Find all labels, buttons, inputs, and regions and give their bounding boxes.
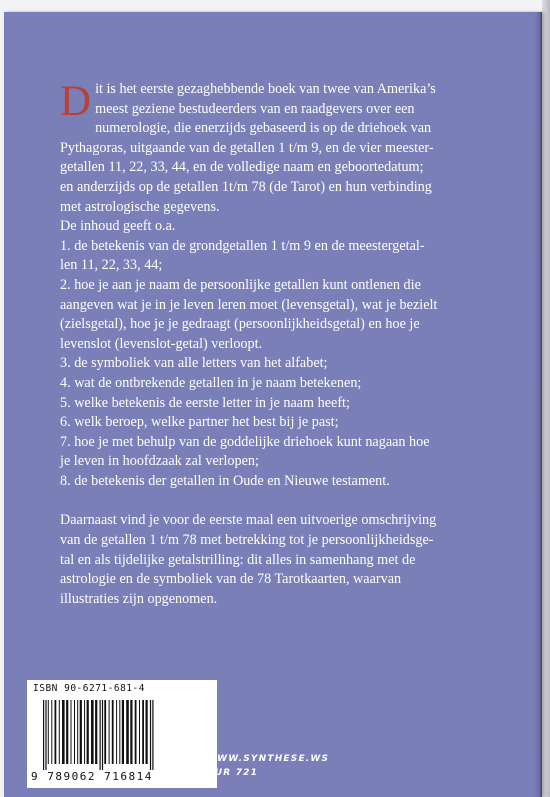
barcode-bar: [91, 700, 94, 764]
barcode-bar: [102, 700, 103, 770]
list-line: De inhoud geeft o.a.: [60, 218, 176, 235]
list-line: 4. wat de ontbrekende getallen in je naam betekenen;: [60, 374, 362, 391]
intro-line: met astrologische gegevens.: [60, 198, 220, 215]
book-back-cover: [4, 12, 542, 797]
barcode-bar: [43, 700, 44, 770]
intro-paragraph: [60, 80, 525, 217]
barcode-bar: [87, 700, 89, 764]
barcode-bar: [116, 700, 117, 764]
barcode-bar: [66, 700, 68, 764]
isbn-number: ISBN 90-6271-681-4: [33, 683, 145, 694]
barcode-bar: [71, 700, 72, 764]
website-text: WWW.SYNTHESE.WS: [206, 754, 330, 764]
intro-line: numerologie, die enerzijds gebaseerd is op de driehoek van: [95, 120, 432, 137]
closing-line: astrologie en de symboliek van de 78 Tarotkaarten, waarvan: [60, 571, 402, 588]
list-line: 2. hoe je aan je naam de persoonlijke getallen kunt ontlenen die: [60, 276, 421, 293]
spine-edge: [534, 12, 542, 797]
barcode-bar: [135, 700, 137, 764]
list-line: len 11, 22, 33, 44;: [60, 257, 163, 274]
barcode-bar: [45, 700, 46, 770]
barcode-bar: [109, 700, 110, 764]
page-edge-shadow: [542, 0, 550, 797]
contents-list: [60, 217, 525, 491]
nur-code: NUR 721: [206, 768, 259, 778]
barcode-bar: [112, 700, 114, 764]
barcode-bar: [62, 700, 65, 764]
list-line: 6. welk beroep, welke partner het best bij je past;: [60, 414, 339, 431]
barcode-bar: [122, 700, 124, 764]
barcode-bar: [55, 700, 57, 764]
list-line: 7. hoe je met behulp van de goddelijke driehoek kunt nagaan hoe: [60, 433, 430, 450]
barcode-bar: [74, 700, 75, 764]
barcode-bar: [59, 700, 60, 764]
list-line: (zielsgetal), hoe je je gedraagt (persoonlijkheidsgetal) en hoe je: [60, 316, 420, 333]
barcode-bar: [51, 700, 52, 764]
closing-paragraph: [60, 511, 525, 609]
closing-line: van de getallen 1 t/m 78 met betrekking tot je persoonlijkheidsge-: [60, 532, 434, 549]
list-line: 8. de betekenis der getallen in Oude en Nieuwe testament.: [60, 472, 390, 489]
list-line: levenslot (levenslot-getal) verloopt.: [60, 335, 263, 352]
barcode-bar: [142, 700, 144, 764]
barcode-bar: [100, 700, 101, 770]
closing-line: illustraties zijn opgenomen.: [60, 590, 218, 607]
list-line: je leven in hoofdzaak zal verlopen;: [60, 453, 259, 470]
list-line: 1. de betekenis van de grondgetallen 1 t/m 9 en de meestergetal-: [60, 237, 425, 254]
closing-line: tal en als tijdelijke getalstrilling: dit alles in samenhang met de: [60, 551, 416, 568]
barcode-bar: [77, 700, 78, 764]
list-line: 3. de symboliek van alle letters van het alfabet;: [60, 355, 328, 372]
barcode-bar: [84, 700, 85, 764]
intro-line: getallen 11, 22, 33, 44, en de volledige naam en geboortedatum;: [60, 159, 424, 176]
barcode-bar: [130, 700, 132, 764]
drop-cap: D: [60, 78, 92, 125]
intro-line: en anderzijds op de getallen 1t/m 78 (de Tarot) en hun verbinding: [60, 178, 432, 195]
barcode-bar: [48, 700, 49, 764]
barcode-bar: [139, 700, 140, 764]
barcode-bar: [150, 700, 151, 770]
barcode-bars: [41, 700, 211, 770]
barcode-bar: [126, 700, 129, 764]
list-line: aangeven wat je in je leven leren moet (levensgetal), wat je bezielt: [60, 296, 438, 313]
barcode-bar: [95, 700, 97, 764]
barcode-bar: [104, 700, 106, 764]
barcode-bar: [119, 700, 120, 764]
blurb-text: [60, 80, 525, 609]
intro-line: meest geziene bestudeerders van en raadgevers over een: [95, 100, 415, 117]
intro-line: Pythagoras, uitgaande van de getallen 1 t/m 9, en de vier meester-: [60, 139, 434, 156]
ean-number: 9 789062 716814: [31, 770, 153, 783]
barcode-bar: [146, 700, 148, 764]
barcode-label: [27, 680, 217, 788]
closing-line: Daarnaast vind je voor de eerste maal een uitvoerige omschrijving: [60, 512, 437, 529]
barcode-bar: [152, 700, 153, 770]
list-line: 5. welke betekenis de eerste letter in je naam heeft;: [60, 394, 350, 411]
intro-line: it is het eerste gezaghebbende boek van twee van Amerika’s: [95, 81, 436, 97]
publisher-info: [206, 752, 329, 780]
barcode-bar: [80, 700, 82, 764]
